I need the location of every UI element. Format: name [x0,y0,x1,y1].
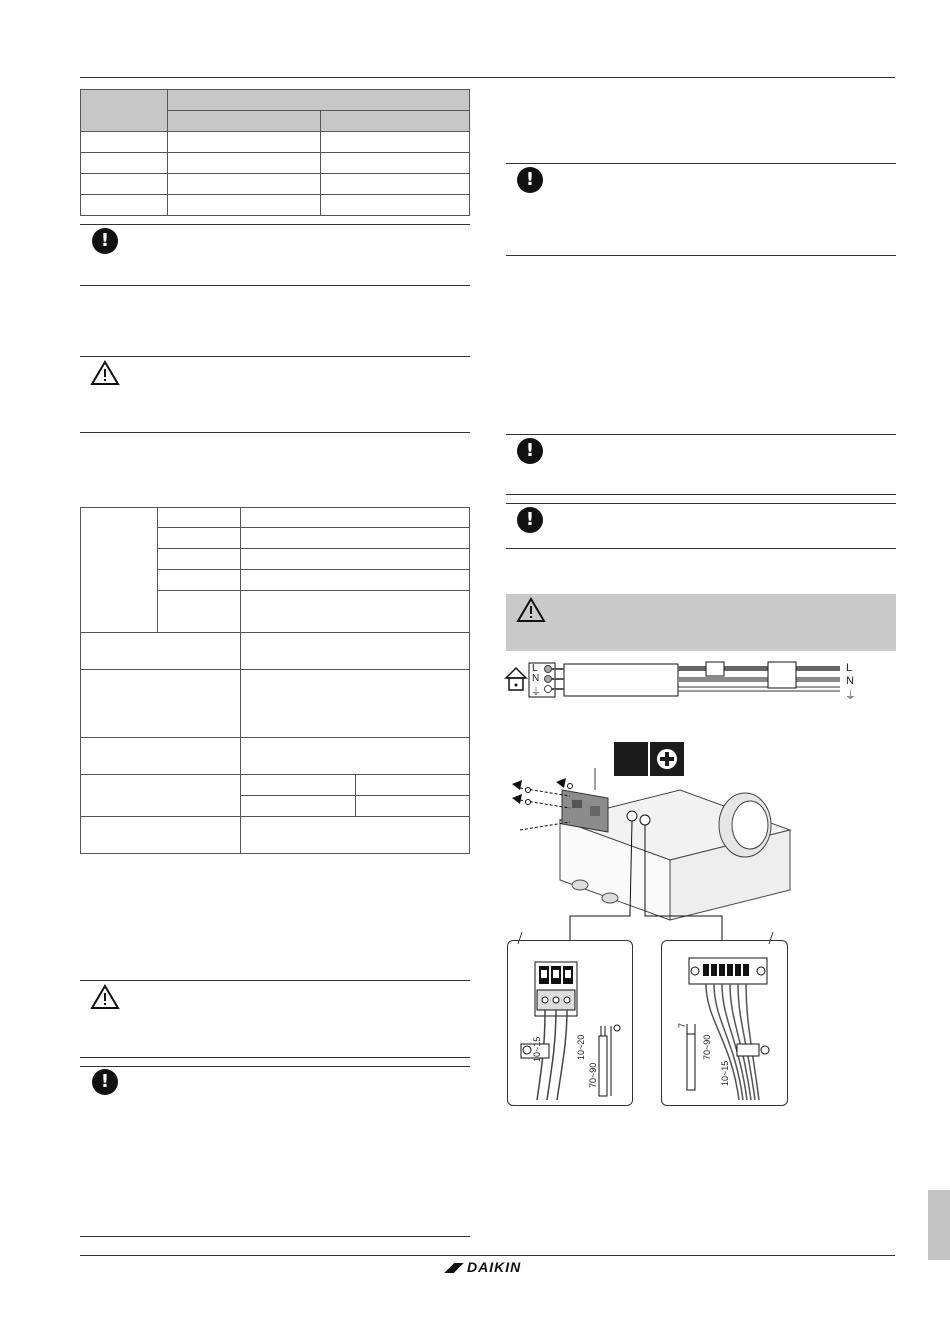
wiring-schematic [500,656,870,702]
dimension-label: 10~15 [532,1036,542,1062]
output-label-n: N [846,675,854,687]
warning-rule [80,356,470,357]
terminal-label-l: L [532,663,538,674]
table-header-cell [168,111,321,132]
exclamation-circle-icon: ! [92,228,118,254]
note-rule [506,163,896,164]
daikin-logo-mark-icon [443,1263,465,1273]
note-rule [80,1066,470,1067]
warning-triangle-icon [90,984,120,1010]
note-block-2 [92,1069,132,1095]
table-row [81,153,470,174]
exclamation-circle-icon: ! [517,167,543,193]
warning-triangle-icon [516,597,546,623]
terminal-label-n: N [532,673,540,684]
house-icon [506,668,526,690]
terminal-label-earth: ⏚ [531,687,541,698]
output-label-l: L [846,662,853,674]
table-row [81,132,470,153]
brand-name: DAIKIN [467,1259,522,1275]
note-block-3 [517,167,557,193]
dimension-label: 10~15 [720,1060,730,1086]
exclamation-circle-icon: ! [92,1069,118,1095]
brand-logo [443,1259,521,1275]
warning-triangle-icon [90,360,120,386]
dimension-label: 7 [677,1022,687,1028]
note-rule [80,285,470,286]
warning-band [506,594,896,651]
spec-table-top [80,89,470,216]
dimension-label: 70~90 [588,1062,598,1088]
exclamation-circle-icon: ! [517,438,543,464]
note-rule [506,434,896,435]
table-row [81,174,470,195]
top-rule [80,77,895,78]
table-header-cell [168,90,470,111]
exclamation-circle-icon: ! [517,507,543,533]
bottom-rule [80,1255,895,1256]
note-rule [506,255,896,256]
dimension-label: 70~90 [702,1034,712,1060]
warning-rule [80,432,470,433]
table-header-cell [81,90,168,132]
warning-rule [80,980,470,981]
note-block-1 [92,228,132,254]
page-tab-marker [928,1190,950,1260]
table-row [81,195,470,216]
note-rule [80,1236,470,1237]
note-rule [506,494,896,495]
note-block-4 [517,438,557,464]
note-rule [506,503,896,504]
table-header-cell [321,111,470,132]
warning-rule [80,1057,470,1058]
note-rule [80,224,470,225]
spec-table-main [80,507,470,854]
output-label-earth: ⏚ [845,690,856,702]
power-terminal-detail [507,940,633,1106]
note-block-5 [517,507,557,533]
note-rule [506,548,896,549]
dimension-label: 10~20 [576,1034,586,1060]
